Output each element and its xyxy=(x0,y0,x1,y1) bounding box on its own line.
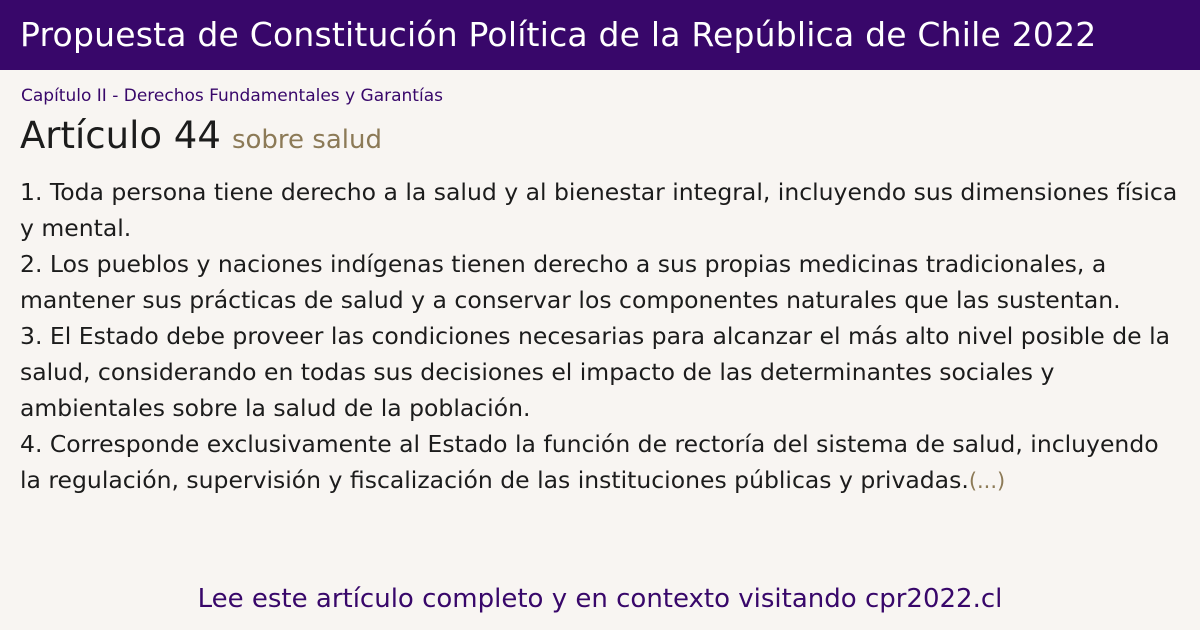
page-title: Propuesta de Constitución Política de la República de Chile 2022 xyxy=(20,15,1097,54)
article-topic: sobre salud xyxy=(231,125,382,155)
article-paragraph-3: 3. El Estado debe proveer las condiciones necesarias para alcanzar el más alto nivel posible de la salud, considerando en todas sus decisiones el impacto de las determinantes sociales y ambientales sobre la salud de la población. xyxy=(20,322,1170,422)
article-paragraph-2: 2. Los pueblos y naciones indígenas tienen derecho a sus propias medicinas tradicionales, a mantener sus prácticas de salud y a conservar los componentes naturales que las sustentan. xyxy=(20,250,1121,314)
read-more-ellipsis: (...) xyxy=(968,469,1006,493)
chapter-label: Capítulo II - Derechos Fundamentales y Garantías xyxy=(21,86,443,106)
article-paragraph-4-wrapper xyxy=(20,426,1180,499)
article-title: Artículo 44 xyxy=(20,114,221,157)
header-bar xyxy=(0,0,1200,70)
article-heading xyxy=(20,114,382,157)
article-body xyxy=(20,174,1180,499)
article-paragraph-1: 1. Toda persona tiene derecho a la salud y al bienestar integral, incluyendo sus dimensiones física y mental. xyxy=(20,178,1178,242)
article-paragraph-4: 4. Corresponde exclusivamente al Estado la función de rectoría del sistema de salud, incluyendo la regulación, supervisión y fiscalización de las instituciones públicas y privadas. xyxy=(20,430,1159,494)
footer-cta: Lee este artículo completo y en contexto visitando cpr2022.cl xyxy=(197,584,1003,614)
